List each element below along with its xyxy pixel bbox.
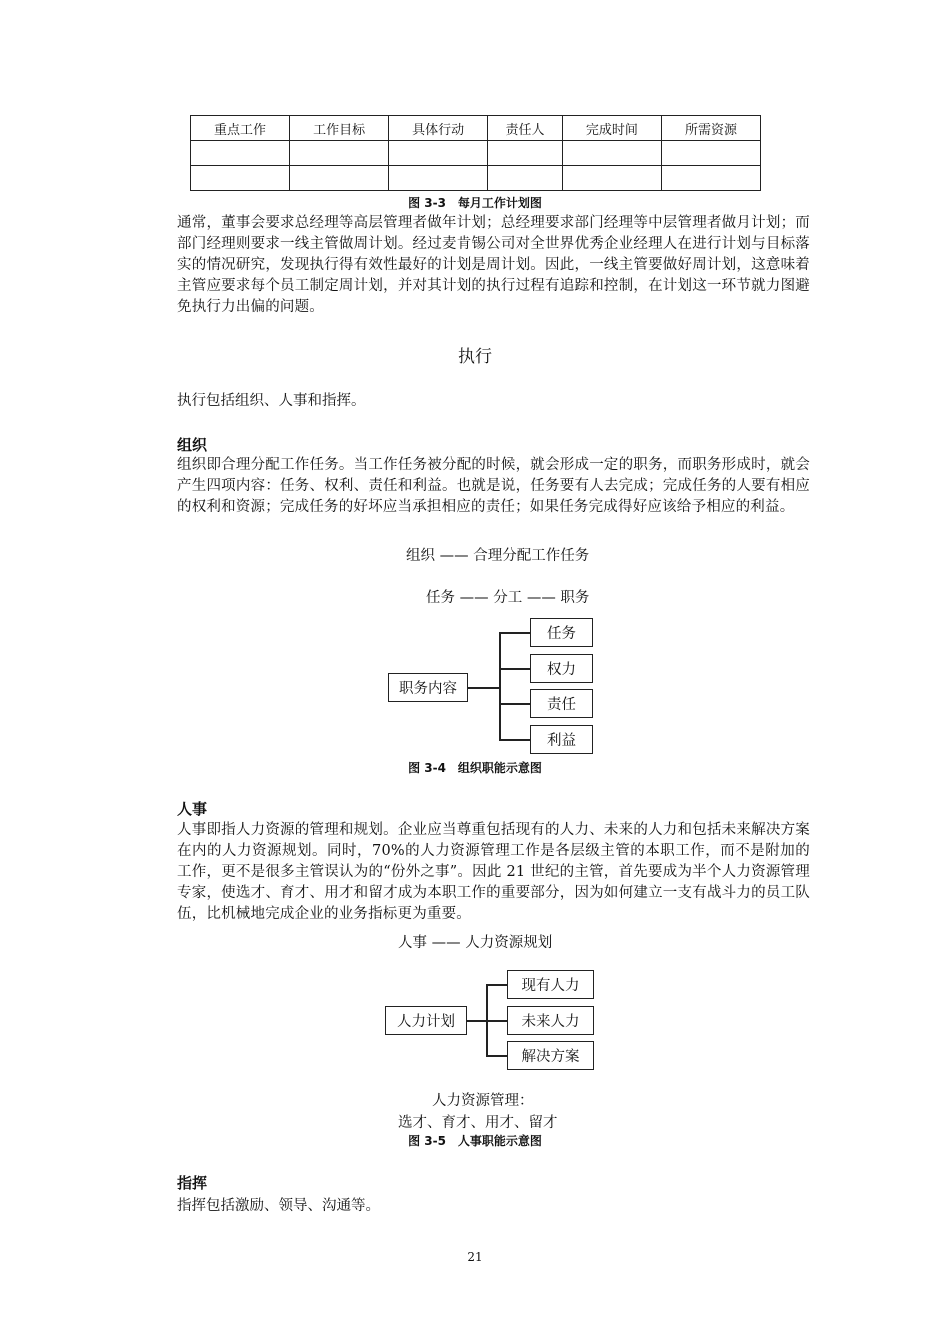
section-title: 执行	[458, 347, 492, 367]
figure-caption-3-5: 图 3-5 人事职能示意图	[408, 1134, 542, 1148]
paragraph-text: 人事即指人力资源的管理和规划。企业应当尊重包括现有的人力、未来的人力和包括未来解决方案在内的人力资源规划。同时，70%的人力资源管理工作是各层级主管的本职工作，而不是附加的工作，更不是很多主管误认为的“份外之事”。因此 21 世纪的主管，首先要成为半个人力资源管理专家，使选才、育才、用才和留才成为本职工作的重要部分，因为如何建立一支有战斗力的员工队伍，比机械地完成企业的业务指标更为重要。	[177, 822, 810, 922]
connector-line	[486, 1055, 507, 1057]
table-header-row	[191, 116, 761, 141]
paragraph-planning	[145, 213, 810, 318]
org-child-box: 权力	[530, 654, 593, 683]
table-row	[191, 166, 761, 191]
org-root-box: 职务内容	[388, 673, 468, 702]
connector-line	[499, 632, 530, 634]
table-header-cell: 工作目标	[290, 116, 389, 141]
org-diagram-title: 组织 —— 合理分配工作任务	[406, 548, 590, 564]
table-cell	[191, 141, 290, 166]
monthly-plan-table	[190, 115, 761, 191]
heading-command: 指挥	[177, 1174, 208, 1192]
hr-child-box: 解决方案	[507, 1041, 594, 1070]
execution-intro: 执行包括组织、人事和指挥。	[177, 393, 366, 409]
table-cell	[389, 166, 488, 191]
hr-management-items: 选才、育才、用才、留才	[398, 1115, 558, 1131]
org-child-box: 责任	[530, 689, 593, 718]
connector-line	[499, 668, 530, 670]
heading-personnel: 人事	[177, 800, 208, 818]
connector-line	[486, 1020, 507, 1022]
hr-root-box: 人力计划	[385, 1006, 467, 1035]
paragraph-command: 指挥包括激励、领导、沟通等。	[177, 1198, 380, 1214]
paragraph-personnel	[145, 820, 810, 925]
org-diagram-subtitle: 任务 —— 分工 —— 职务	[426, 590, 590, 606]
hr-child-box: 未来人力	[507, 1006, 594, 1035]
table-header-cell: 具体行动	[389, 116, 488, 141]
table-cell	[488, 166, 563, 191]
table-header-cell: 完成时间	[562, 116, 661, 141]
hr-child-box: 现有人力	[507, 970, 594, 999]
table-cell	[562, 166, 661, 191]
table-cell	[488, 141, 563, 166]
org-child-box: 利益	[530, 725, 593, 754]
heading-organization: 组织	[177, 436, 208, 454]
connector-line	[499, 739, 530, 741]
connector-line	[486, 984, 507, 986]
paragraph-text: 通常，董事会要求总经理等高层管理者做年计划；总经理要求部门经理等中层管理者做月计划；而部门经理则要求一线主管做周计划。经过麦肯锡公司对全世界优秀企业经理人在进行计划与目标落实的情况研究，发现执行得有效性最好的计划是周计划。因此，一线主管要做好周计划，这意味着主管应要求每个员工制定周计划，并对其计划的执行过程有追踪和控制，在计划这一环节就力图避免执行力出偏的问题。	[177, 215, 810, 315]
table-header-cell: 所需资源	[661, 116, 760, 141]
table-cell	[562, 141, 661, 166]
connector-line	[499, 632, 501, 740]
hr-diagram-title: 人事 —— 人力资源规划	[398, 935, 553, 951]
connector-line	[467, 1020, 487, 1022]
org-child-box: 任务	[530, 618, 593, 647]
table-cell	[661, 141, 760, 166]
table-cell	[290, 166, 389, 191]
figure-caption-3-4: 图 3-4 组织职能示意图	[408, 761, 542, 775]
connector-line	[499, 703, 530, 705]
hr-management-title: 人力资源管理：	[432, 1093, 534, 1109]
table-header-cell: 责任人	[488, 116, 563, 141]
connector-line	[468, 687, 500, 689]
paragraph-text: 组织即合理分配工作任务。当工作任务被分配的时候，就会形成一定的职务，而职务形成时，就会产生四项内容：任务、权利、责任和利益。也就是说，任务要有人去完成；完成任务的人要有相应的权利和资源；完成任务的好坏应当承担相应的责任；如果任务完成得好应该给予相应的利益。	[177, 457, 810, 515]
table-cell	[389, 141, 488, 166]
page-number: 21	[467, 1250, 483, 1264]
table-cell	[191, 166, 290, 191]
table-header-cell: 重点工作	[191, 116, 290, 141]
figure-caption-3-3: 图 3-3 每月工作计划图	[408, 196, 542, 210]
paragraph-organization	[145, 455, 810, 518]
table-row	[191, 141, 761, 166]
table-cell	[290, 141, 389, 166]
table-cell	[661, 166, 760, 191]
